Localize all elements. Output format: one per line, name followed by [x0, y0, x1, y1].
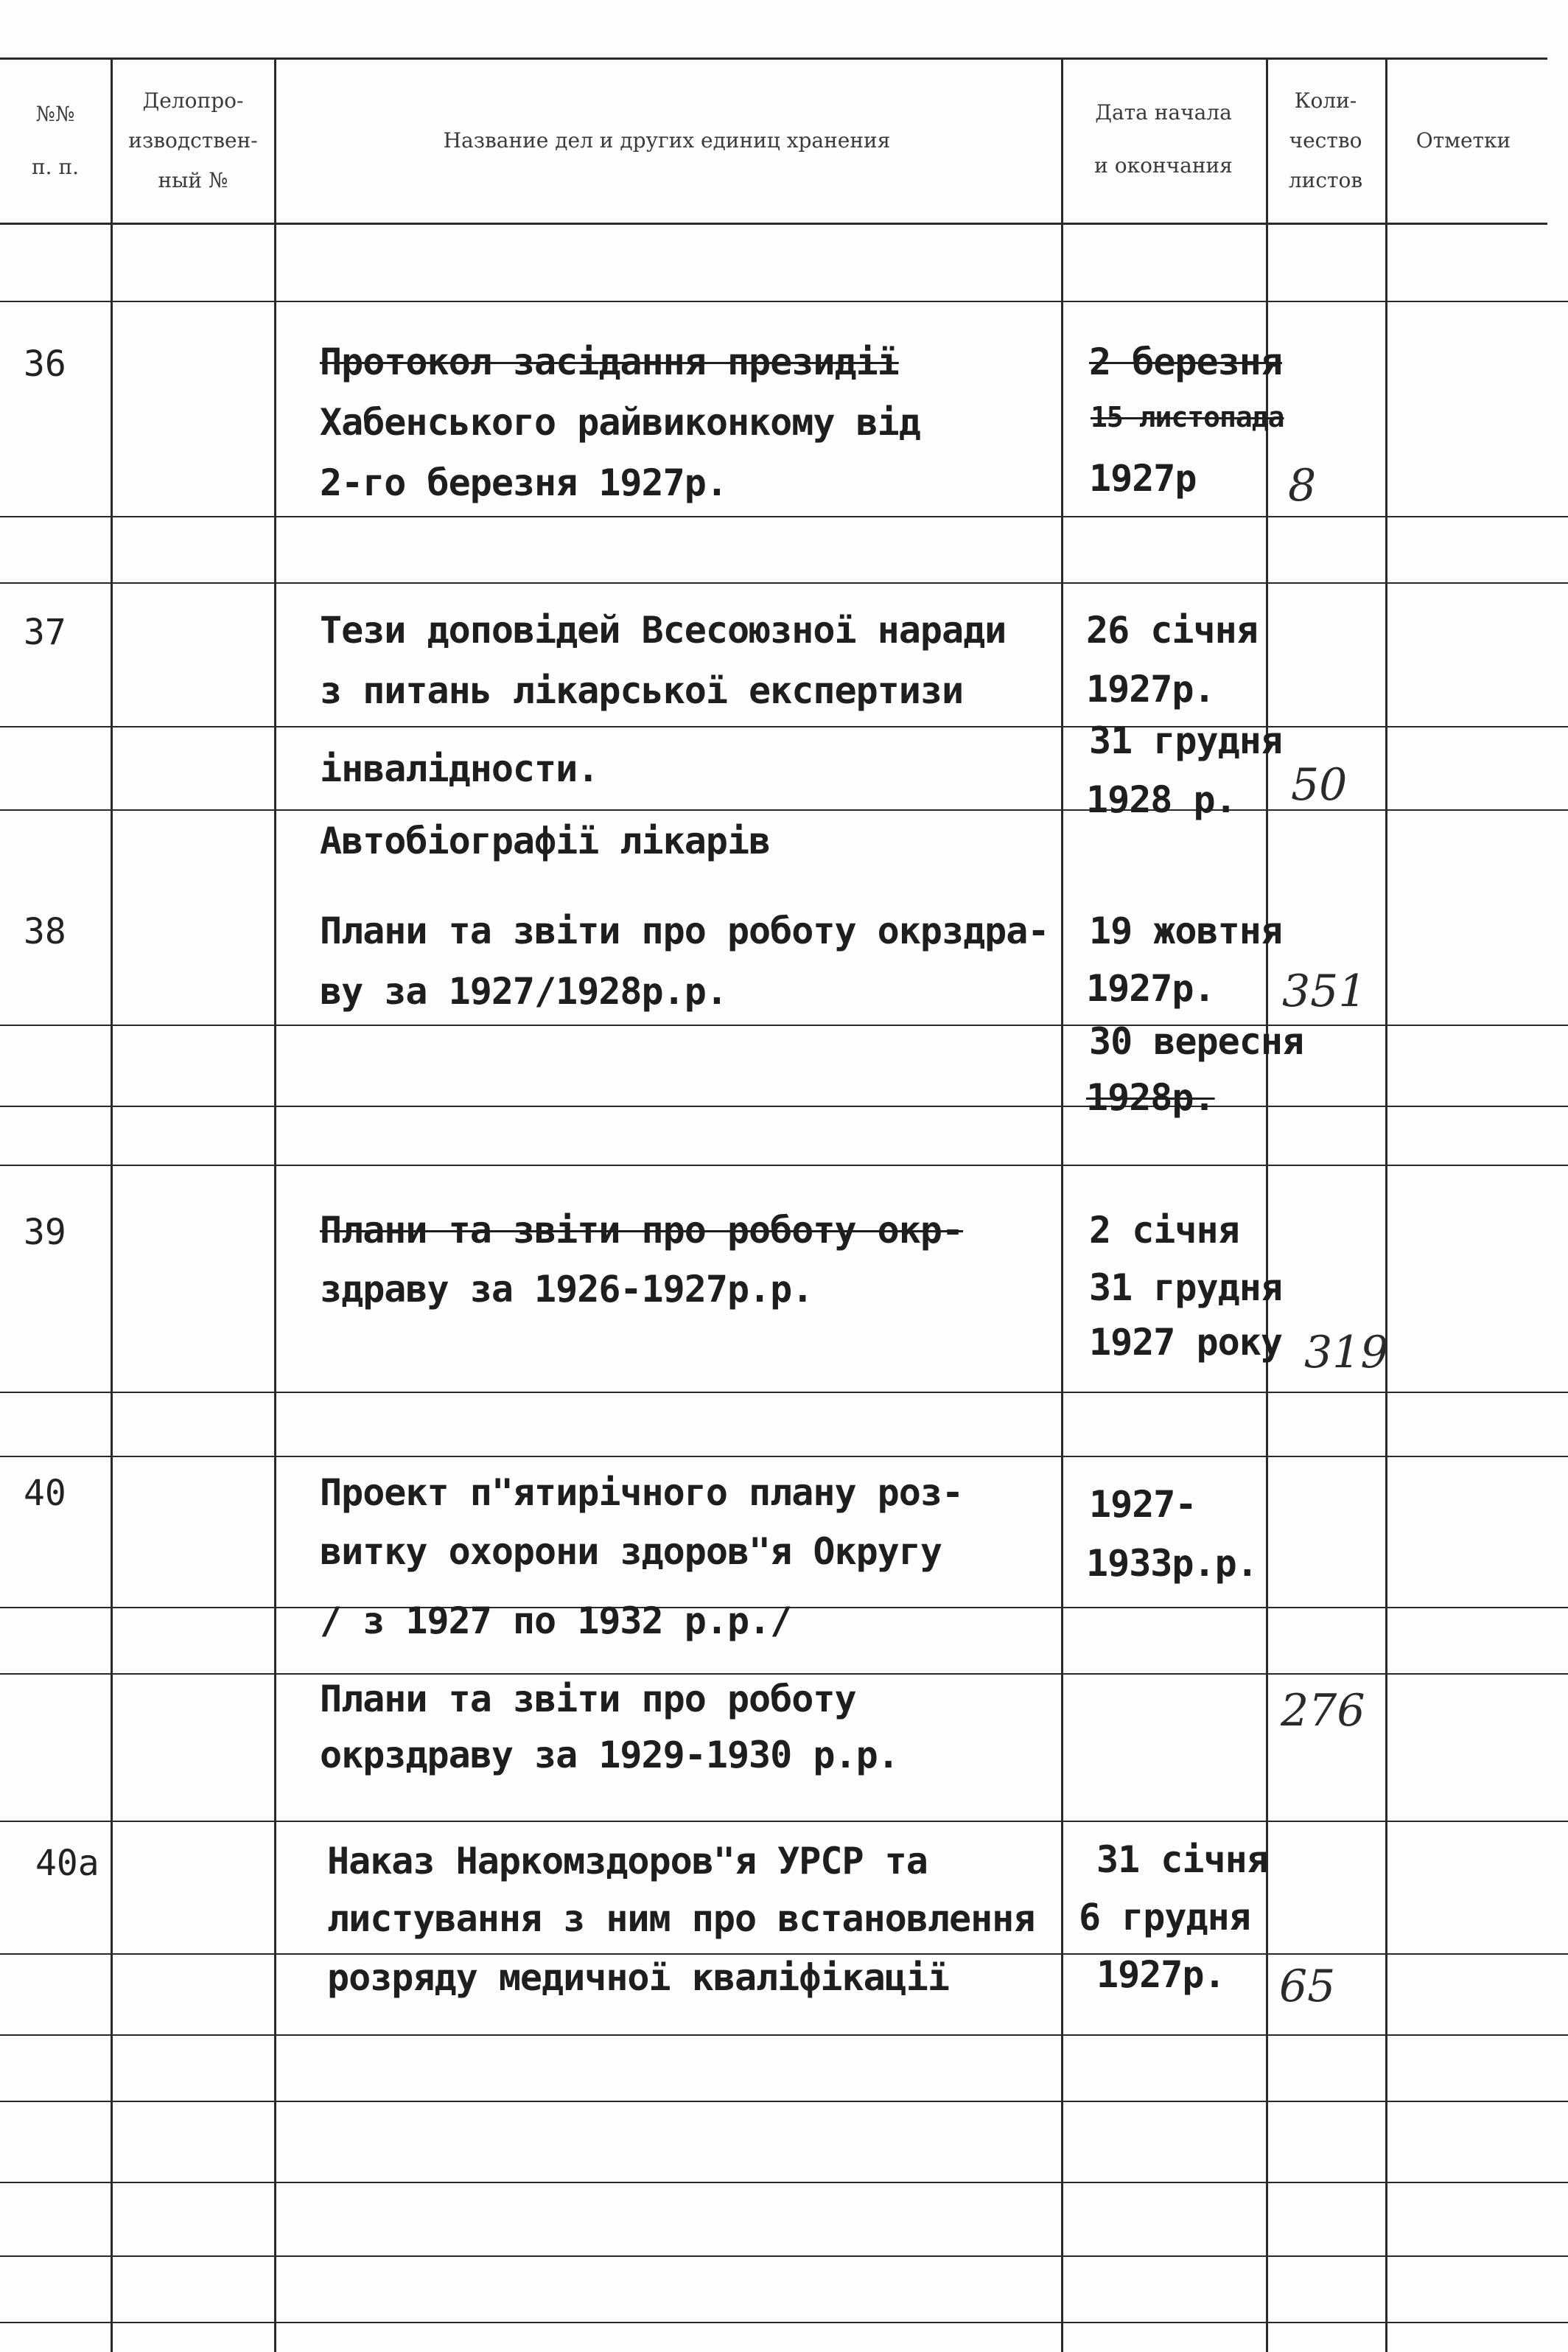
- row-line: [0, 1106, 1568, 1107]
- row-line: [0, 516, 1568, 517]
- row-39-date: 31 грудня: [1089, 1266, 1282, 1309]
- header-sheets-line-2: чество: [1289, 128, 1362, 153]
- row-39-sheets: 319: [1304, 1327, 1389, 1378]
- row-40-title-line: окрздраву за 1929-1930 р.р.: [320, 1734, 899, 1776]
- row-37-date: 31 грудня: [1089, 719, 1282, 762]
- row-39-date: 1927 року: [1089, 1321, 1282, 1364]
- row-37-title-line: Автобіографії лікарів: [320, 820, 771, 862]
- column-divider-1: [111, 57, 113, 2352]
- row-38-sheets: 351: [1282, 966, 1367, 1017]
- column-divider-2: [274, 57, 276, 2352]
- row-line: [0, 1456, 1568, 1457]
- header-office-line-1: Делопро-: [142, 88, 244, 113]
- row-line: [0, 2101, 1568, 2102]
- row-line: [0, 2255, 1568, 2257]
- row-line: [0, 1392, 1568, 1393]
- header-bottom-rule: [0, 223, 1547, 225]
- row-36-date: 1927р: [1089, 457, 1197, 500]
- row-line: [0, 2322, 1568, 2323]
- row-37-sheets: 50: [1291, 759, 1348, 811]
- header-notes: Отметки: [1415, 128, 1511, 153]
- row-40a-title-line: листування з ним про встановлення: [327, 1897, 1035, 1940]
- column-divider-3: [1061, 57, 1063, 2352]
- row-36-number: 36: [24, 343, 66, 385]
- row-38-title-line: Плани та звіти про роботу окрздра-: [320, 910, 1049, 952]
- row-40-date: 1927-: [1089, 1483, 1197, 1526]
- row-40a-sheets: 65: [1279, 1961, 1336, 2012]
- row-36-title-line: Хабенського райвиконкому від: [320, 401, 920, 444]
- row-38-number: 38: [24, 911, 66, 952]
- row-40-title-line: витку охорони здоров"я Округу: [320, 1530, 942, 1573]
- row-line: [0, 1025, 1568, 1026]
- row-38-date: 19 жовтня: [1089, 910, 1282, 952]
- row-40a-title-line: розряду медичної кваліфікації: [327, 1956, 949, 1999]
- row-40-number: 40: [24, 1473, 66, 1514]
- header-top-rule: [0, 57, 1547, 60]
- header-office-line-3: ный №: [158, 168, 228, 192]
- row-40a-date: 1927р.: [1096, 1953, 1225, 1996]
- row-line: [0, 582, 1568, 584]
- header-sheets-line-1: Коли-: [1294, 88, 1357, 113]
- row-36-title-line: 2-го березня 1927р.: [320, 461, 727, 504]
- row-40a-number: 40а: [35, 1843, 99, 1884]
- row-line: [0, 1673, 1568, 1675]
- row-36-date-crossed: 15 листопада: [1091, 401, 1284, 433]
- row-40a-date: 6 грудня: [1079, 1896, 1250, 1939]
- row-40a-title-line: Наказ Наркомздоров"я УРСР та: [327, 1840, 928, 1882]
- row-line: [0, 1953, 1568, 1955]
- row-37-date: 26 січня: [1086, 609, 1258, 652]
- header-dates-line-2: и окончания: [1094, 153, 1233, 178]
- row-line: [0, 1821, 1568, 1822]
- header-title: Название дел и других единиц хранения: [443, 128, 891, 153]
- header-num-line-2: п. п.: [31, 155, 80, 179]
- row-40-sheets: 276: [1281, 1685, 1365, 1737]
- row-37-date: 1927р.: [1086, 668, 1215, 711]
- row-38-date: 30 вересня: [1089, 1020, 1304, 1063]
- row-36-title-line: Протокол засідання президії: [320, 341, 899, 383]
- row-40-title-line: / з 1927 по 1932 р.р./: [320, 1599, 792, 1642]
- row-37-title-line: з питань лікарської експертизи: [320, 669, 964, 712]
- row-line: [0, 726, 1568, 727]
- header-sheets-line-3: листов: [1288, 168, 1363, 192]
- row-39-date: 2 січня: [1089, 1209, 1239, 1252]
- row-line: [0, 2034, 1568, 2036]
- row-37-title-line: інвалідности.: [320, 747, 599, 790]
- row-36-date: 2 березня: [1089, 341, 1282, 383]
- row-37-title-line: Тези доповідей Всесоюзної наради: [320, 609, 1007, 652]
- row-line: [0, 1165, 1568, 1166]
- row-38-date: 1928р.: [1086, 1076, 1215, 1119]
- row-36-sheets: 8: [1288, 460, 1317, 512]
- row-38-date: 1927р.: [1086, 967, 1215, 1010]
- row-40-title-line: Плани та звіти про роботу: [320, 1678, 856, 1720]
- row-37-date: 1928 р.: [1086, 778, 1236, 821]
- row-39-number: 39: [24, 1212, 66, 1253]
- header-num-line-1: №№: [35, 102, 75, 126]
- header-office-line-2: изводствен-: [128, 128, 258, 153]
- row-40a-date: 31 січня: [1096, 1838, 1268, 1881]
- row-39-title-line: Плани та звіти про роботу окр-: [320, 1209, 964, 1252]
- row-line: [0, 2182, 1568, 2183]
- row-38-title-line: ву за 1927/1928р.р.: [320, 970, 727, 1013]
- row-40-title-line: Проект п"ятирічного плану роз-: [320, 1471, 964, 1514]
- row-37-number: 37: [24, 612, 66, 653]
- column-divider-5: [1385, 57, 1387, 2352]
- row-line: [0, 301, 1568, 302]
- row-39-title-line: здраву за 1926-1927р.р.: [320, 1268, 813, 1311]
- header-dates-line-1: Дата начала: [1095, 100, 1232, 125]
- row-40-date: 1933р.р.: [1086, 1542, 1258, 1585]
